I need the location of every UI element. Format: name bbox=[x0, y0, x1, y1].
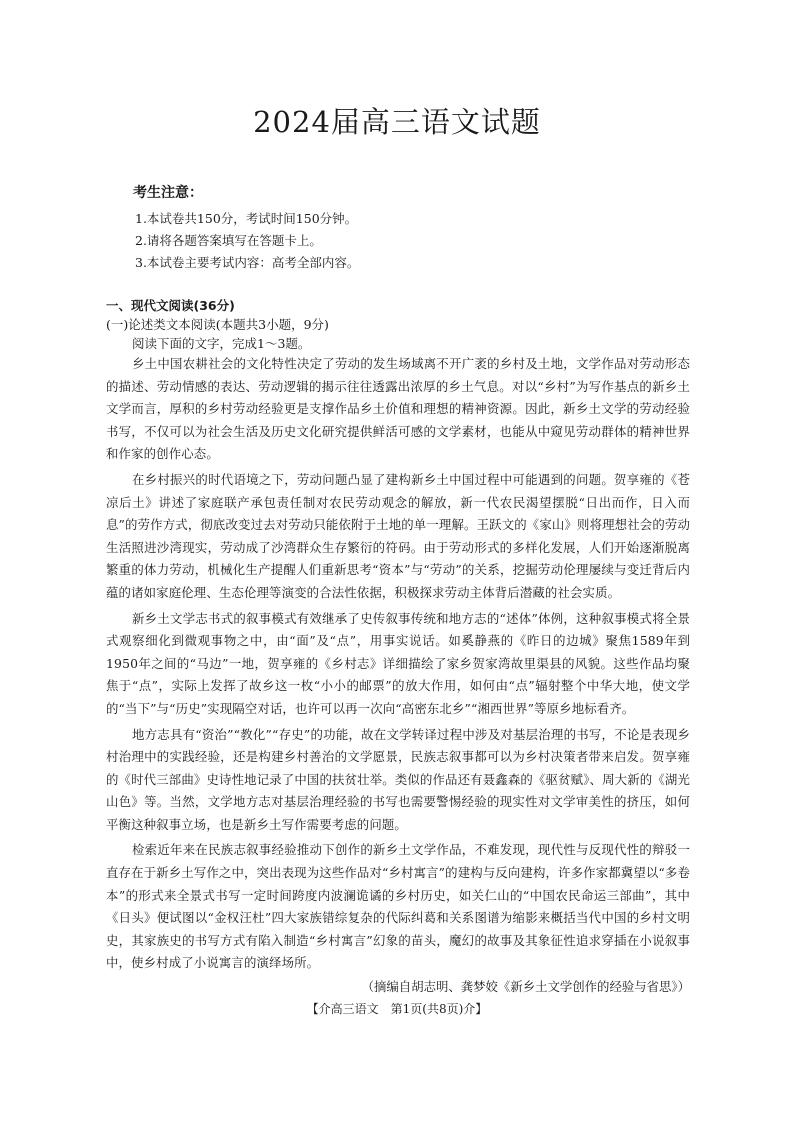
instruction-text: 阅读下面的文字，完成1～3题。 bbox=[132, 336, 311, 351]
reading-section bbox=[106, 296, 690, 998]
notice-item: 2.请将各题答案填写在答题卡上。 bbox=[135, 233, 322, 248]
source-citation: （摘编自胡志明、龚梦姣《新乡土文学创作的经验与省思》） bbox=[361, 979, 690, 995]
passage-paragraph: 在乡村振兴的时代语境之下，劳动问题凸显了建构新乡土中国过程中可能遇到的问题。贺享雍的《苍凉后土》讲述了家庭联产承包责任制对农民劳动观念的解放，新一代农民渴望摆脱“日出而作，日入而息”的劳作方式，彻底改变过去对劳动只能依附于土地的单一理解。王跃文的《家山》则将理想社会的劳动生活照进沙湾现实，劳动成了沙湾群众生存繁衍的符码。由于劳动形式的多样化发展，人们开始逐渐脱离繁重的体力劳动，机械化生产提醒人们重新思考“资本”与“劳动”的关系，挖掘劳动伦理屡续与变迁背后内蕴的诸如家庭伦理、生态伦理等演变的合法性依据，积极探求劳动主体背后潜藏的社会实质。 bbox=[106, 471, 690, 600]
section-title: 一、现代文阅读(36分) bbox=[106, 298, 235, 313]
passage-paragraph: 新乡土文学志书式的叙事模式有效继承了史传叙事传统和地方志的“述体”体例，这种叙事模式将全景式观察细化到微观事物之中，由“面”及“点”，用事实说话。如奚静燕的《昨日的边城》聚焦1589年到1950年之间的“马边”一地，贺享雍的《乡村志》详细描绘了家乡贺家湾故里渠县的风貌。这些作品均聚焦于“点”，实际上发挥了故乡这一枚“小小的邮票”的放大作用，如何由“点”辐射整个中华大地，使文学的“当下”与“历史”实现隔空对话，也许可以再一次向“高密东北乡”“湘西世界”等原乡地标看齐。 bbox=[106, 610, 690, 716]
passage-paragraph: 检索近年来在民族志叙事经验推动下创作的新乡土文学作品，不难发现，现代性与反现代性的辩驳一直存在于新乡土写作之中，突出表现为这些作品对“乡村寓言”的建构与反向建构，许多作家都冀望以“多卷本”的形式来全景式书写一定时间跨度内波澜诡谲的乡村历史，如关仁山的“中国农民命运三部曲”，其中《日头》便试图以“金权汪杜”四大家族错综复杂的代际纠葛和关系图谱为缩影来概括当代中国的乡村文明史，其家族史的书写方式有陷入制造“乡村寓言”幻象的苗头，魔幻的故事及其象征性追求穿插在小说叙事中，使乡村成了小说寓言的演绎场所。 bbox=[106, 842, 690, 971]
page-footer: 【介高三语文 第1页(共8页)介】 bbox=[306, 1002, 488, 1016]
passage-paragraph: 乡土中国农耕社会的文化特性决定了劳动的发生场域离不开广袤的乡村及土地，文学作品对劳动形态的描述、劳动情感的表达、劳动逻辑的揭示往往透露出浓厚的乡土气息。对以“乡村”为写作基点的新乡土文学而言，厚积的乡村劳动经验更是支撑作品乡土价值和理想的精神资源。因此，新乡土文学的劳动经验书写，不仅可以为社会生活及历史文化研究提供鲜活可感的文学素材，也能从中窥见劳动群体的精神世界和作家的创作心态。 bbox=[106, 356, 690, 462]
subsection-title: (一)论述类文本阅读(本题共3小题，9分) bbox=[106, 317, 329, 332]
notice-heading: 考生注意： bbox=[133, 185, 203, 201]
exam-title: 2024届高三语文试题 bbox=[253, 105, 541, 139]
notice-item: 1.本试卷共150分，考试时间150分钟。 bbox=[135, 211, 358, 226]
notice-item: 3.本试卷主要考试内容：高考全部内容。 bbox=[135, 255, 360, 270]
passage-paragraph: 地方志具有“资治”“教化”“存史”的功能，故在文学转译过程中涉及对基层治理的书写，不论是表现乡村治理中的实践经验，还是构建乡村善治的文学愿景，民族志叙事都可以为乡村决策者带来启发。贺享雍的《时代三部曲》史诗性地记录了中国的扶贫壮举。类似的作品还有聂鑫森的《驱贫赋》、周大新的《湖光山色》等。当然，文学地方志对基层治理经验的书写也需要警惕经验的现实性对文学审美性的挤压，如何平衡这种叙事立场，也是新乡土写作需要考虑的问题。 bbox=[106, 726, 690, 832]
candidate-notice bbox=[133, 182, 693, 274]
